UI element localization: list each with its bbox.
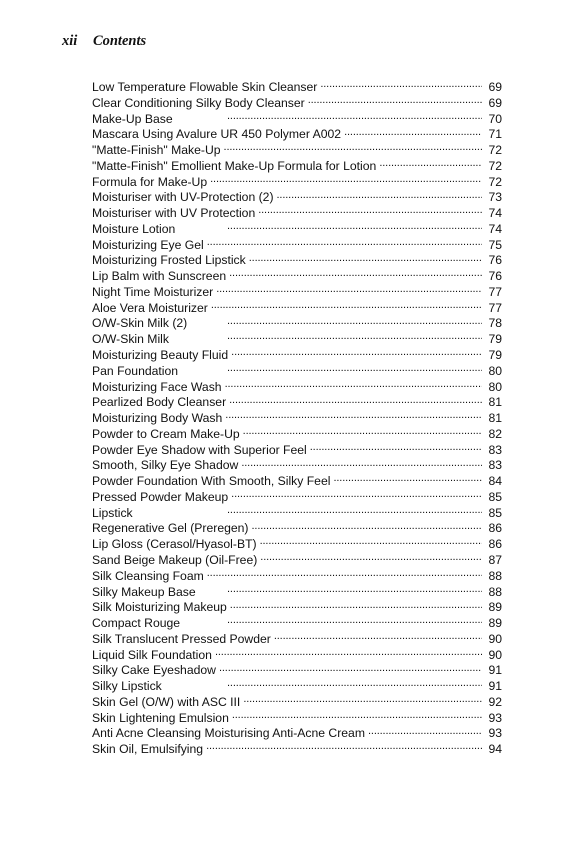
toc-entry-page: 81 [488, 411, 502, 426]
dot-leader [225, 379, 482, 391]
toc-entry-title: Mascara Using Avalure UR 450 Polymer A002 [92, 127, 342, 142]
toc-entry [92, 221, 502, 237]
toc-entry [92, 694, 502, 710]
dot-leader [379, 158, 482, 170]
dot-leader [227, 678, 482, 690]
toc-entry-title: Low Temperature Flowable Skin Cleanser [92, 80, 318, 94]
toc-entry [92, 615, 502, 631]
dot-leader [229, 394, 482, 406]
toc-entry-title: Moisturizing Eye Gel [92, 237, 204, 252]
toc-entry [92, 552, 502, 568]
toc-entry-page: 76 [488, 253, 502, 268]
dot-leader [231, 347, 482, 359]
dot-leader [241, 457, 482, 469]
toc-entry [92, 631, 502, 647]
toc-entry-page: 93 [488, 726, 502, 741]
toc-entry-page: 75 [488, 237, 502, 252]
dot-leader [260, 552, 482, 564]
toc-entry-title: O/W-Skin Milk (2) [92, 316, 188, 331]
toc-entry [92, 489, 502, 505]
toc-entry-title: Smooth, Silky Eye Shadow [92, 458, 239, 473]
toc-entry-page: 85 [488, 489, 502, 504]
toc-entry [92, 725, 502, 741]
toc-entry [92, 237, 502, 253]
toc-entry-title: Silk Cleansing Foam [92, 568, 204, 583]
dot-leader [207, 568, 482, 580]
toc-entry-page: 78 [488, 316, 502, 331]
toc-entry-page: 83 [488, 442, 502, 457]
toc-entry-page: 79 [488, 332, 502, 347]
toc-entry [92, 457, 502, 473]
toc-entry-title: Skin Oil, Emulsifying [92, 742, 204, 757]
toc-entry-page: 72 [488, 174, 502, 189]
toc-entry-title: Moisturizing Frosted Lipstick [92, 253, 246, 268]
contents-list [92, 79, 502, 757]
toc-entry [92, 126, 502, 142]
toc-entry-title: Silky Cake Eyeshadow [92, 663, 216, 678]
toc-entry-page: 90 [488, 631, 502, 646]
toc-entry-page: 72 [488, 158, 502, 173]
toc-entry-title: Aloe Vera Moisturizer [92, 300, 208, 315]
dot-leader [227, 331, 482, 343]
toc-entry [92, 268, 502, 284]
toc-entry [92, 331, 502, 347]
toc-entry [92, 442, 502, 458]
toc-entry-page: 69 [488, 95, 502, 110]
toc-entry [92, 300, 502, 316]
dot-leader [219, 662, 482, 674]
dot-leader [252, 520, 483, 532]
toc-entry-page: 89 [488, 600, 502, 615]
toc-entry [92, 662, 502, 678]
toc-entry-title: Powder to Cream Make-Up [92, 426, 240, 441]
dot-leader [206, 741, 482, 753]
toc-entry [92, 79, 502, 95]
toc-entry-page: 74 [488, 221, 502, 236]
toc-entry [92, 505, 502, 521]
toc-entry [92, 142, 502, 158]
toc-entry-title: Silk Translucent Pressed Powder [92, 631, 271, 646]
toc-entry-title: Anti Acne Cleansing Moisturising Anti-Acne Cream [92, 726, 365, 741]
dot-leader [229, 268, 482, 280]
toc-entry [92, 205, 502, 221]
section-title: Contents [92, 33, 147, 49]
toc-entry-page: 86 [488, 521, 502, 536]
toc-entry-page: 94 [488, 742, 502, 757]
toc-entry [92, 158, 502, 174]
toc-entry-title: Moisture Lotion [92, 221, 176, 236]
dot-leader [344, 126, 482, 138]
dot-leader [258, 205, 482, 217]
toc-entry-page: 86 [488, 537, 502, 552]
dot-leader [249, 252, 482, 264]
toc-entry [92, 95, 502, 111]
toc-entry [92, 426, 502, 442]
toc-entry-title: Sand Beige Makeup (Oil-Free) [92, 552, 258, 567]
dot-leader [308, 95, 482, 107]
toc-entry-page: 74 [488, 206, 502, 221]
toc-entry-page: 82 [488, 426, 502, 441]
dot-leader [320, 79, 482, 91]
dot-leader [227, 615, 482, 627]
toc-entry [92, 315, 502, 331]
toc-entry-title: Regenerative Gel (Preregen) [92, 521, 249, 536]
toc-entry-title: Skin Gel (O/W) with ASC III [92, 694, 241, 709]
toc-entry [92, 536, 502, 552]
dot-leader [277, 189, 482, 201]
toc-entry-title: Moisturiser with UV Protection [92, 206, 256, 221]
dot-leader [227, 315, 482, 327]
dot-leader [227, 505, 482, 517]
dot-leader [227, 221, 482, 233]
dot-leader [224, 142, 482, 154]
dot-leader [211, 300, 482, 312]
toc-entry-title: Liquid Silk Foundation [92, 647, 212, 662]
toc-entry-page: 85 [488, 505, 502, 520]
toc-entry [92, 678, 502, 694]
toc-entry [92, 647, 502, 663]
toc-entry-page: 73 [488, 190, 502, 205]
toc-entry-title: Night Time Moisturizer [92, 284, 214, 299]
toc-entry [92, 410, 502, 426]
toc-entry [92, 111, 502, 127]
dot-leader [243, 694, 482, 706]
toc-entry-page: 88 [488, 584, 502, 599]
toc-entry-page: 92 [488, 694, 502, 709]
toc-entry [92, 174, 502, 190]
toc-entry-title: "Matte-Finish" Make-Up [92, 143, 221, 158]
toc-entry-title: O/W-Skin Milk [92, 332, 169, 347]
toc-entry-title: Silky Lipstick [92, 679, 162, 694]
toc-entry-page: 80 [488, 363, 502, 378]
toc-entry-title: Silk Moisturizing Makeup [92, 600, 227, 615]
toc-entry-page: 91 [488, 679, 502, 694]
toc-entry-title: Moisturiser with UV-Protection (2) [92, 190, 274, 205]
toc-entry-title: Pan Foundation [92, 363, 179, 378]
dot-leader [227, 111, 482, 123]
dot-leader [232, 710, 482, 722]
dot-leader [310, 442, 482, 454]
toc-entry-page: 87 [488, 552, 502, 567]
dot-leader [243, 426, 482, 438]
page-number: xii [62, 33, 78, 49]
toc-entry-title: "Matte-Finish" Emollient Make-Up Formula for Lotion [92, 158, 377, 173]
toc-entry-page: 90 [488, 647, 502, 662]
toc-entry-page: 71 [488, 127, 502, 142]
toc-entry [92, 710, 502, 726]
toc-entry-page: 88 [488, 568, 502, 583]
toc-entry [92, 363, 502, 379]
dot-leader [227, 363, 482, 375]
dot-leader [231, 489, 482, 501]
toc-entry-page: 72 [488, 143, 502, 158]
toc-entry-page: 84 [488, 474, 502, 489]
toc-entry-title: Pearlized Body Cleanser [92, 395, 227, 410]
toc-entry-title: Lipstick [92, 505, 133, 520]
toc-entry-title: Powder Eye Shadow with Superior Feel [92, 442, 307, 457]
toc-entry [92, 379, 502, 395]
dot-leader [227, 584, 482, 596]
toc-entry-page: 76 [488, 269, 502, 284]
toc-entry [92, 252, 502, 268]
dot-leader [230, 599, 482, 611]
toc-entry-page: 70 [488, 111, 502, 126]
toc-entry-title: Moisturizing Body Wash [92, 411, 223, 426]
dot-leader [215, 647, 482, 659]
dot-leader [260, 536, 482, 548]
toc-entry [92, 473, 502, 489]
toc-entry-title: Formula for Make-Up [92, 174, 208, 189]
toc-entry-title: Powder Foundation With Smooth, Silky Feel [92, 474, 331, 489]
toc-entry-page: 83 [488, 458, 502, 473]
toc-entry-title: Clear Conditioning Silky Body Cleanser [92, 95, 305, 110]
toc-entry-page: 79 [488, 348, 502, 363]
page-header [62, 33, 146, 50]
toc-entry-title: Moisturizing Beauty Fluid [92, 348, 229, 363]
dot-leader [207, 237, 482, 249]
dot-leader [368, 725, 482, 737]
toc-entry [92, 520, 502, 536]
toc-entry-page: 91 [488, 663, 502, 678]
toc-entry-page: 77 [488, 284, 502, 299]
toc-entry-page: 81 [488, 395, 502, 410]
toc-entry [92, 599, 502, 615]
toc-entry [92, 741, 502, 757]
toc-entry [92, 189, 502, 205]
dot-leader [333, 473, 482, 485]
toc-entry-page: 69 [488, 80, 502, 94]
toc-entry-page: 89 [488, 616, 502, 631]
dot-leader [274, 631, 482, 643]
toc-entry [92, 394, 502, 410]
toc-entry-page: 93 [488, 710, 502, 725]
toc-entry-title: Lip Balm with Sunscreen [92, 269, 227, 284]
toc-entry-title: Pressed Powder Makeup [92, 489, 229, 504]
toc-entry-title: Make-Up Base [92, 111, 173, 126]
toc-entry-title: Compact Rouge [92, 616, 181, 631]
toc-entry-title: Silky Makeup Base [92, 584, 196, 599]
toc-entry-title: Skin Lightening Emulsion [92, 710, 229, 725]
dot-leader [210, 174, 482, 186]
toc-entry [92, 584, 502, 600]
dot-leader [216, 284, 482, 296]
dot-leader [225, 410, 482, 422]
toc-entry-page: 77 [488, 300, 502, 315]
toc-entry [92, 347, 502, 363]
toc-entry-title: Lip Gloss (Cerasol/Hyasol-BT) [92, 537, 257, 552]
toc-entry [92, 568, 502, 584]
toc-entry-page: 80 [488, 379, 502, 394]
toc-entry [92, 284, 502, 300]
toc-entry-title: Moisturizing Face Wash [92, 379, 222, 394]
